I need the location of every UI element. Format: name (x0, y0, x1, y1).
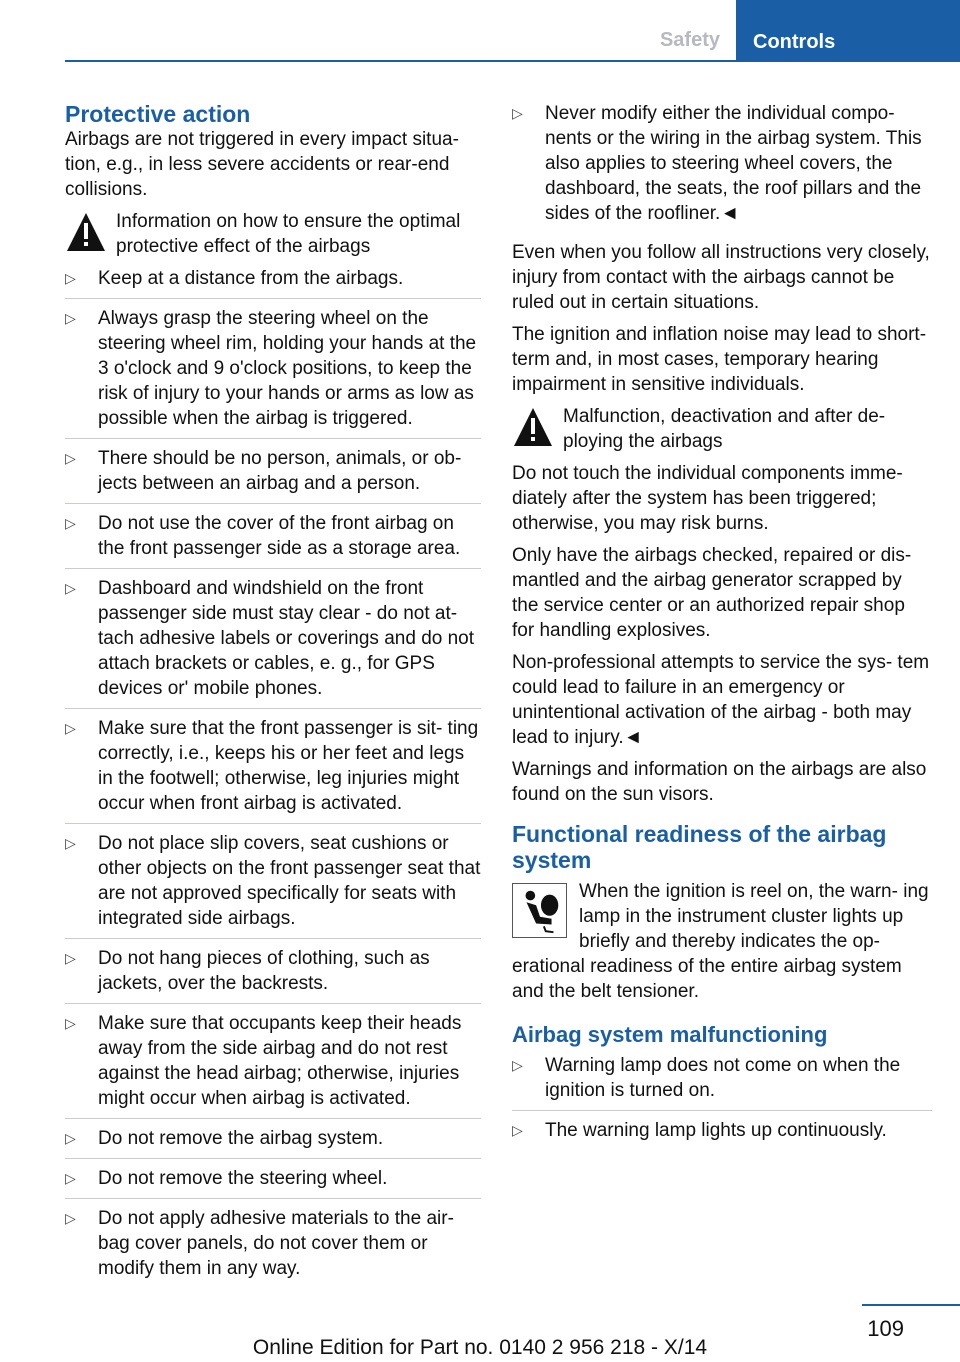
bullet-triangle-icon: ▷ (65, 580, 76, 596)
paragraph: Only have the airbags checked, repaired or dis‐ mantled and the airbag generator scrapped by the service center or an authorized repair shop for handling explosives. (512, 545, 912, 641)
paragraph: The ignition and inflation noise may lead to short-term and, in most cases, temporary hearing impairment in sensitive individuals. (512, 324, 927, 395)
paragraph: Warnings and information on the airbags are also found on the sun visors. (512, 759, 927, 805)
section-tab-controls[interactable]: Controls (736, 0, 960, 62)
heading-protective-action: Protective action (65, 101, 251, 127)
list-item: ▷ Make sure that the front passenger is sit‐ ting correctly, i.e., keeps his or her feet and legs in the footwell; otherwise, leg injuries might occur when front airbag is activated. (65, 716, 481, 824)
bullet-triangle-icon: ▷ (512, 105, 523, 121)
list-item: ▷ Never modify either the individual compo‐ nents or the wiring in the airbag system. This also applies to steering wheel covers, the dashboard, the seats, the roof pillars and the sides of the roofliner.◄ (512, 103, 922, 224)
list-item: ▷ Warning lamp does not come on when the ignition is turned on. (512, 1053, 932, 1111)
list-item: ▷ There should be no person, animals, or ob‐ jects between an airbag and a person. (65, 446, 481, 504)
malfunction-bullet-list (512, 1053, 932, 1150)
footer-divider (862, 1304, 960, 1306)
left-column (65, 101, 481, 1295)
list-item: ▷ Always grasp the steering wheel on the steering wheel rim, holding your hands at the 3 o'clock and 9 o'clock positions, to keep the risk of injury to your hands or arms as low as possible when the airbag is triggered. (65, 306, 481, 439)
airbag-warning-lamp-icon (512, 883, 567, 938)
paragraph: When the ignition is reel on, the warn‐ ing lamp in the instrument cluster lights up briefly and thereby indicates the op‐ erational readiness of the entire airbag system and the belt tensioner. (512, 881, 929, 1002)
list-item: ▷ Keep at a distance from the airbags. (65, 266, 481, 299)
heading-functional-readiness: Functional readiness of the airbag system (512, 821, 887, 873)
bullet-triangle-icon: ▷ (65, 720, 76, 736)
list-item: ▷ Do not remove the airbag system. (65, 1126, 481, 1159)
bullet-triangle-icon: ▷ (65, 270, 76, 286)
list-item: ▷ Do not place slip covers, seat cushions or other objects on the front passenger seat that are not approved specifically for seats with integrated side airbags. (65, 831, 481, 939)
bullet-triangle-icon: ▷ (65, 310, 76, 326)
list-item: ▷ Do not apply adhesive materials to the air‐ bag cover panels, do not cover them or modify them in any way. (65, 1208, 454, 1279)
bullet-triangle-icon: ▷ (65, 450, 76, 466)
warning-block (512, 404, 932, 454)
warning-title: Malfunction, deactivation and after de‐ ploying the airbags (563, 406, 886, 452)
bullet-triangle-icon: ▷ (65, 1130, 76, 1146)
bullet-triangle-icon: ▷ (65, 515, 76, 531)
edition-footer: Online Edition for Part no. 0140 2 956 218 - X/14 (252, 1336, 708, 1359)
page-number: 109 (867, 1316, 904, 1341)
intro-paragraph: Airbags are not triggered in every impact situa‐ tion, e.g., in less severe accidents or rear-end collisions. (65, 129, 459, 200)
paragraph: Non-professional attempts to service the sys‐ tem could lead to failure in an emergency or unintentional activation of the airbag - both may lead to injury.◄ (512, 652, 930, 748)
bullet-triangle-icon: ▷ (65, 1015, 76, 1031)
list-item: ▷ Dashboard and windshield on the front passenger side must stay clear - do not at‐ tach adhesive labels or coverings and do not attach brackets or cables, e. g., for GPS devices or' mobile phones. (65, 576, 481, 709)
page-header (0, 0, 960, 62)
modify-bullet-list (512, 101, 932, 233)
list-item: ▷ The warning lamp lights up continuously. (512, 1120, 887, 1141)
safety-bullet-list (65, 266, 481, 1288)
warning-triangle-icon (512, 404, 563, 448)
readiness-block (512, 879, 932, 1022)
heading-airbag-malfunctioning: Airbag system malfunctioning (512, 1022, 828, 1047)
paragraph: Even when you follow all instructions very closely, injury from contact with the airbags cannot be ruled out in certain situations. (512, 242, 930, 313)
bullet-triangle-icon: ▷ (512, 1122, 523, 1138)
bullet-triangle-icon: ▷ (65, 1210, 76, 1226)
paragraph: Do not touch the individual components imme‐ diately after the system has been triggered; otherwise, you may risk burns. (512, 463, 903, 534)
right-column (512, 101, 932, 1157)
bullet-triangle-icon: ▷ (65, 835, 76, 851)
warning-block (65, 209, 481, 259)
bullet-triangle-icon: ▷ (512, 1057, 523, 1073)
section-tab-safety[interactable]: Safety (659, 29, 720, 51)
list-item: ▷ Make sure that occupants keep their heads away from the side airbag and do not rest against the head airbag; otherwise, injuries might occur when airbag is activated. (65, 1011, 481, 1119)
list-item: ▷ Do not use the cover of the front airbag on the front passenger side as a storage area. (65, 511, 481, 569)
bullet-triangle-icon: ▷ (65, 950, 76, 966)
list-item: ▷ Do not hang pieces of clothing, such as jackets, over the backrests. (65, 946, 481, 1004)
header-divider (65, 60, 960, 62)
bullet-triangle-icon: ▷ (65, 1170, 76, 1186)
warning-title: Information on how to ensure the optimal protective effect of the airbags (116, 211, 461, 257)
warning-triangle-icon (65, 209, 116, 253)
list-item: ▷ Do not remove the steering wheel. (65, 1166, 481, 1199)
